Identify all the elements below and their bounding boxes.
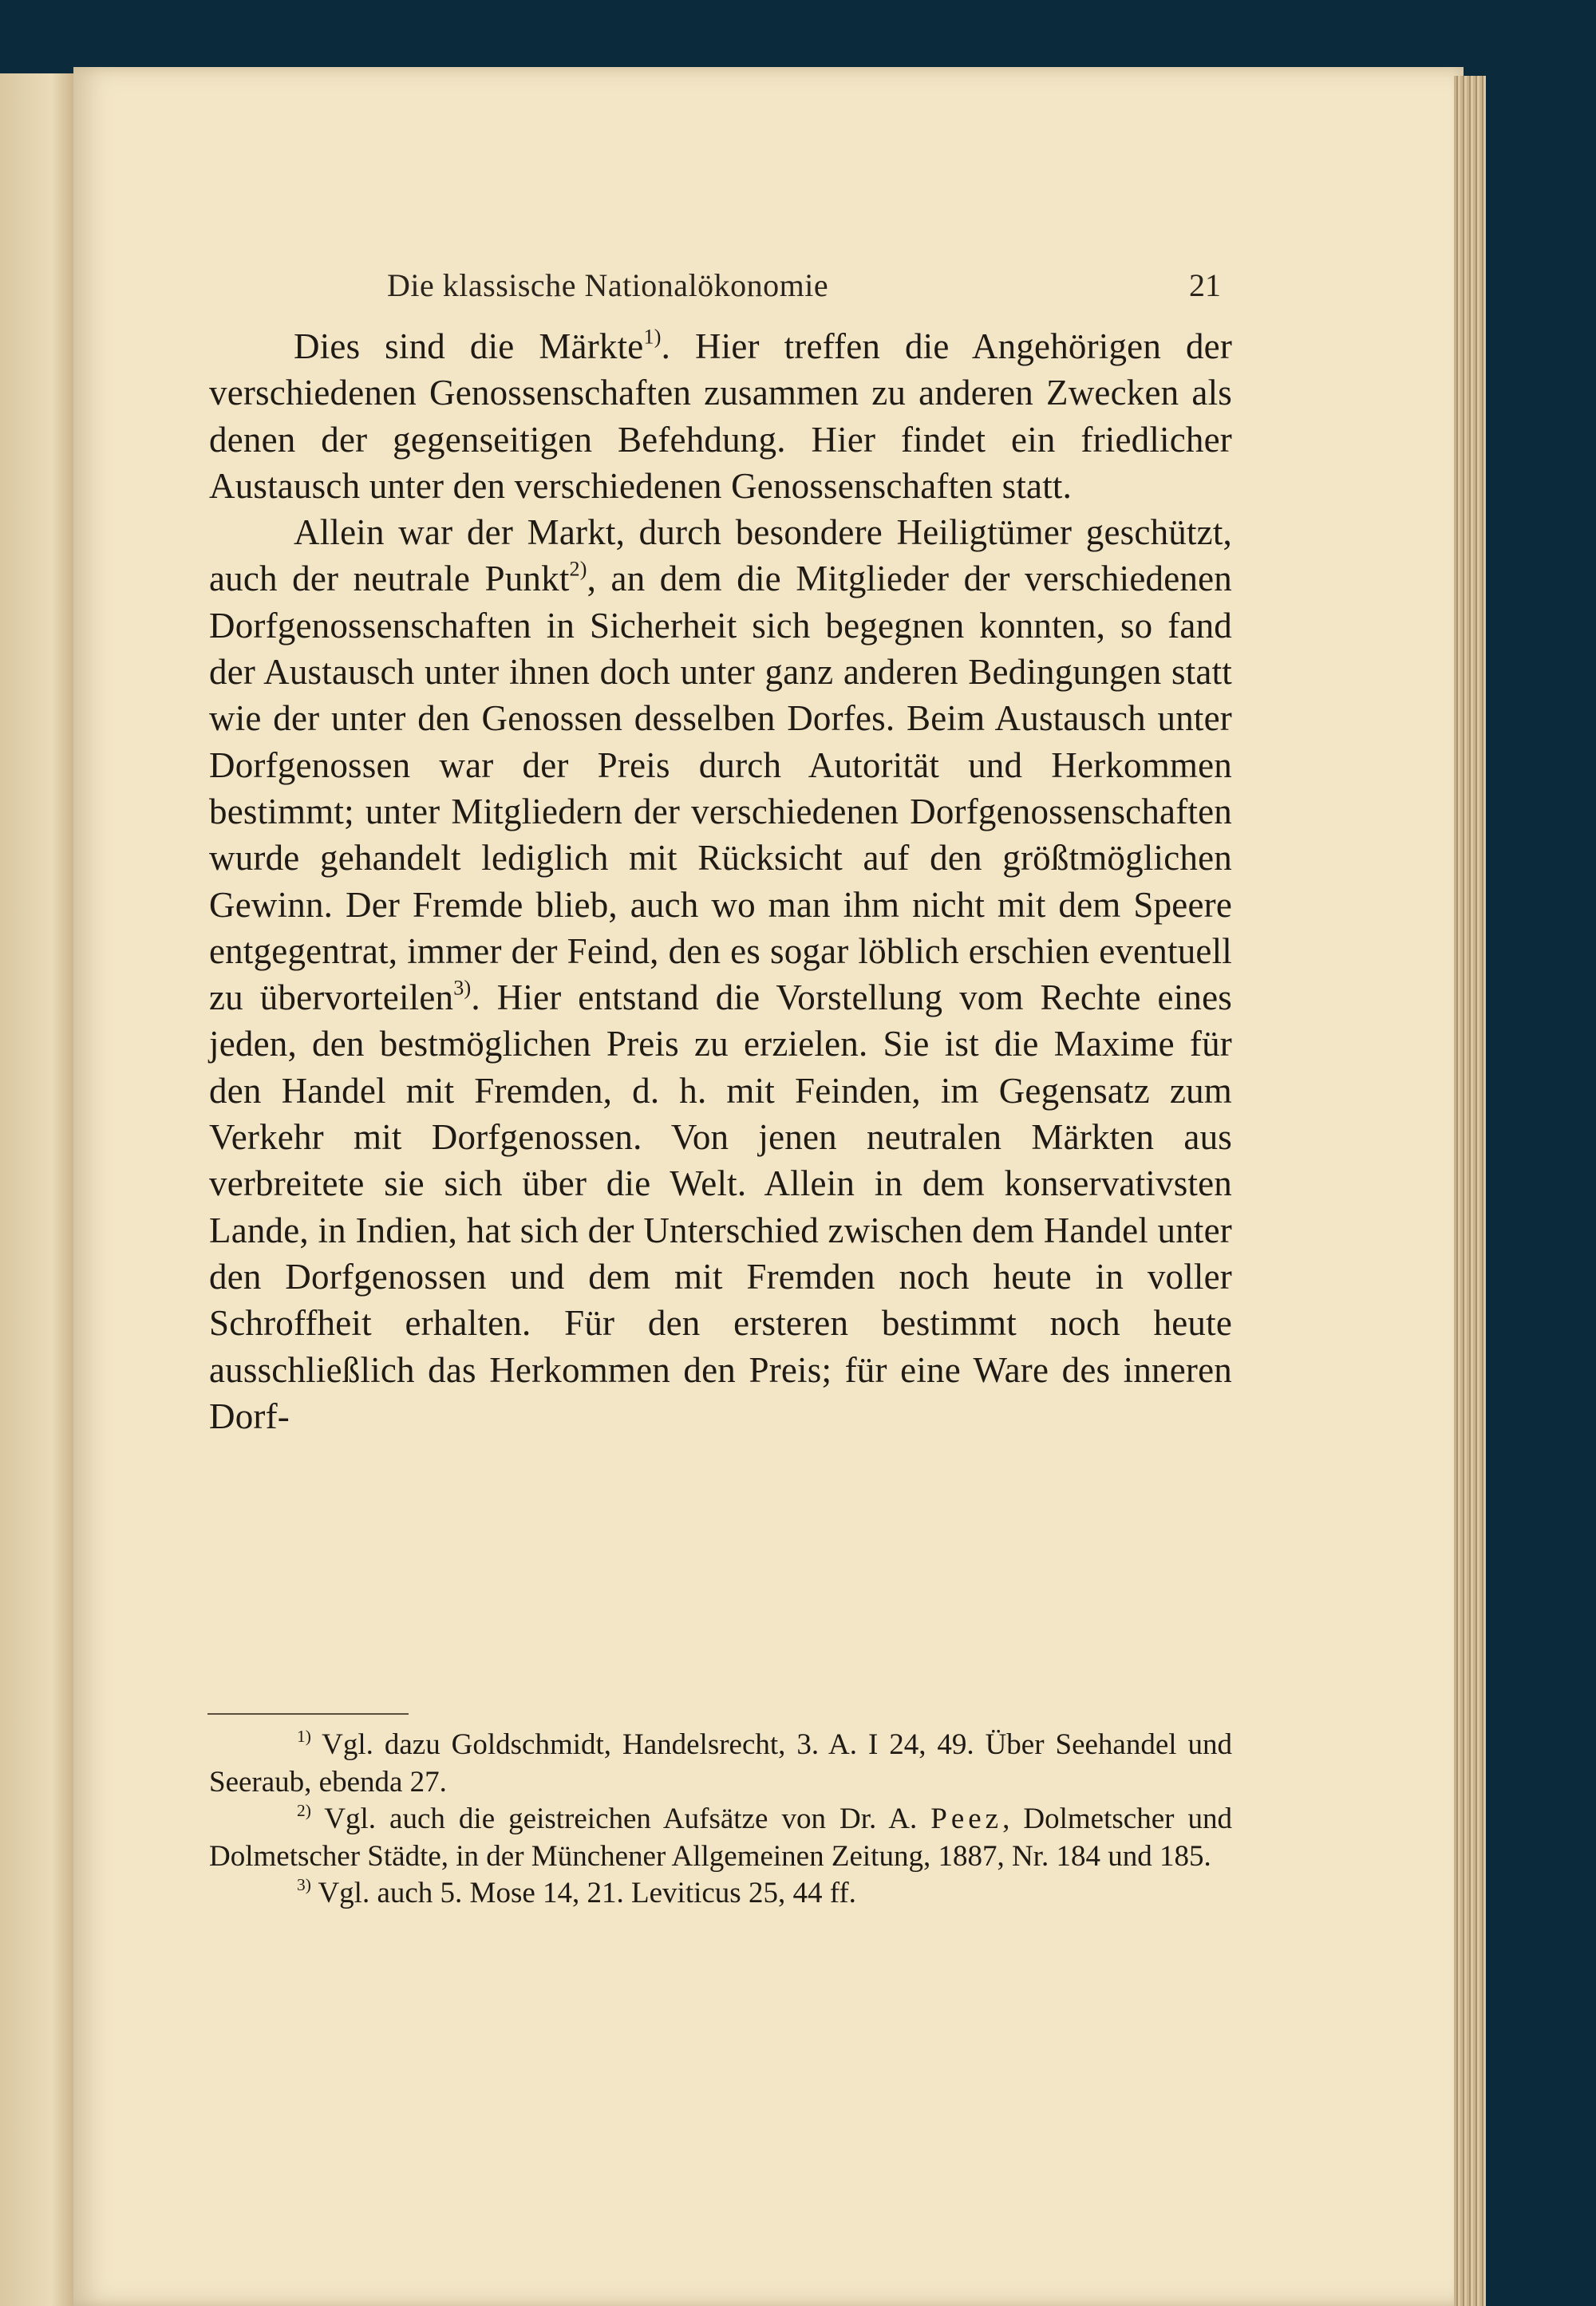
paragraph-text: . Hier treffen die Angehörigen der verschiedenen Genossenschaften zusammen zu anderen Zwecken als denen der gegenseitigen Befehdung. Hier findet ein friedlicher Austausch unter den verschiedenen Genossenschaften statt.: [209, 326, 1233, 506]
footnote: [209, 1801, 1232, 1875]
footnote-ref: 3): [453, 976, 472, 1000]
footnote-marker: 1): [297, 1726, 311, 1746]
footnote-ref: 1): [643, 325, 662, 349]
footnote: [209, 1875, 1232, 1913]
footnote-marker: 2): [297, 1801, 311, 1821]
footnote-text: Vgl. auch 5. Mose 14, 21. Leviticus 25, 44 ff.: [310, 1877, 856, 1910]
body-text: [209, 323, 1232, 1439]
footnote-text: Vgl. dazu Goldschmidt, Handelsrecht, 3. A. I 24, 49. Über Seehandel und Seeraub, ebenda 27.: [209, 1728, 1232, 1799]
paragraph: [209, 323, 1232, 509]
paragraph: [209, 509, 1232, 1439]
footnote-divider: [207, 1713, 409, 1715]
page-stack-edge: [1454, 76, 1486, 2306]
footnote-text: Vgl. auch die geistreichen Aufsätze von Dr. A.: [310, 1803, 931, 1836]
paragraph-text: , an dem die Mitglieder der verschiedenen Dorfgenossenschaften in Sicherheit sich begegnen konnten, so fand der Austausch unter ihnen doch unter ganz anderen Bedingungen statt wie der unter den Genossen desselben Dorfes. Beim Austausch unter Dorfgenossen war der Preis durch Autorität und Herkommen bestimmt; unter Mitgliedern der verschiedenen Dorfgenossenschaften wurde gehandelt lediglich mit Rücksicht auf den größtmöglichen Gewinn. Der Fremde blieb, auch wo man ihm nicht mit dem Speere entgegentrat, immer der Feind, den es sogar löblich erschien eventuell zu übervorteilen: [209, 559, 1232, 1018]
page-number: 21: [1189, 267, 1221, 303]
paragraph-text: . Hier entstand die Vorstellung vom Rechte eines jeden, den bestmöglichen Preis zu erzielen. Sie ist die Maxime für den Handel mit Fremden, d. h. mit Feinden, im Gegensatz zum Verkehr mit Dorfgenossen. Von jenen neutralen Märkten aus verbreitete sie sich über die Welt. Allein in dem konservativsten Lande, in Indien, hat sich der Unterschied zwischen dem Handel unter den Dorfgenossen und dem mit Fremden noch heute in voller Schroffheit erhalten. Für den ersteren bestimmt noch heute ausschließlich das Herkommen den Preis; für eine Ware des inneren Dorf-: [209, 977, 1232, 1436]
paragraph-text: Dies sind die Märkte: [294, 326, 644, 366]
footnote-ref: 2): [569, 558, 587, 582]
running-title: Die klassische Nationalökonomie: [387, 267, 829, 303]
footnote-author-name: Peez: [930, 1803, 1003, 1836]
paragraph-text: Allein war der Markt, durch besondere Heiligtümer geschützt, auch der neutrale Punkt: [209, 512, 1232, 599]
footnote-text: , Dolmetscher und Dolmetscher Städte, in der Münchener Allgemeinen Zeitung, 1887, Nr. 184 und 185.: [209, 1803, 1232, 1873]
footnote: [209, 1727, 1232, 1801]
footnotes: [209, 1727, 1232, 1913]
footnote-marker: 3): [297, 1875, 311, 1895]
running-head: [387, 267, 1221, 306]
facing-page-edge: [0, 73, 75, 2306]
